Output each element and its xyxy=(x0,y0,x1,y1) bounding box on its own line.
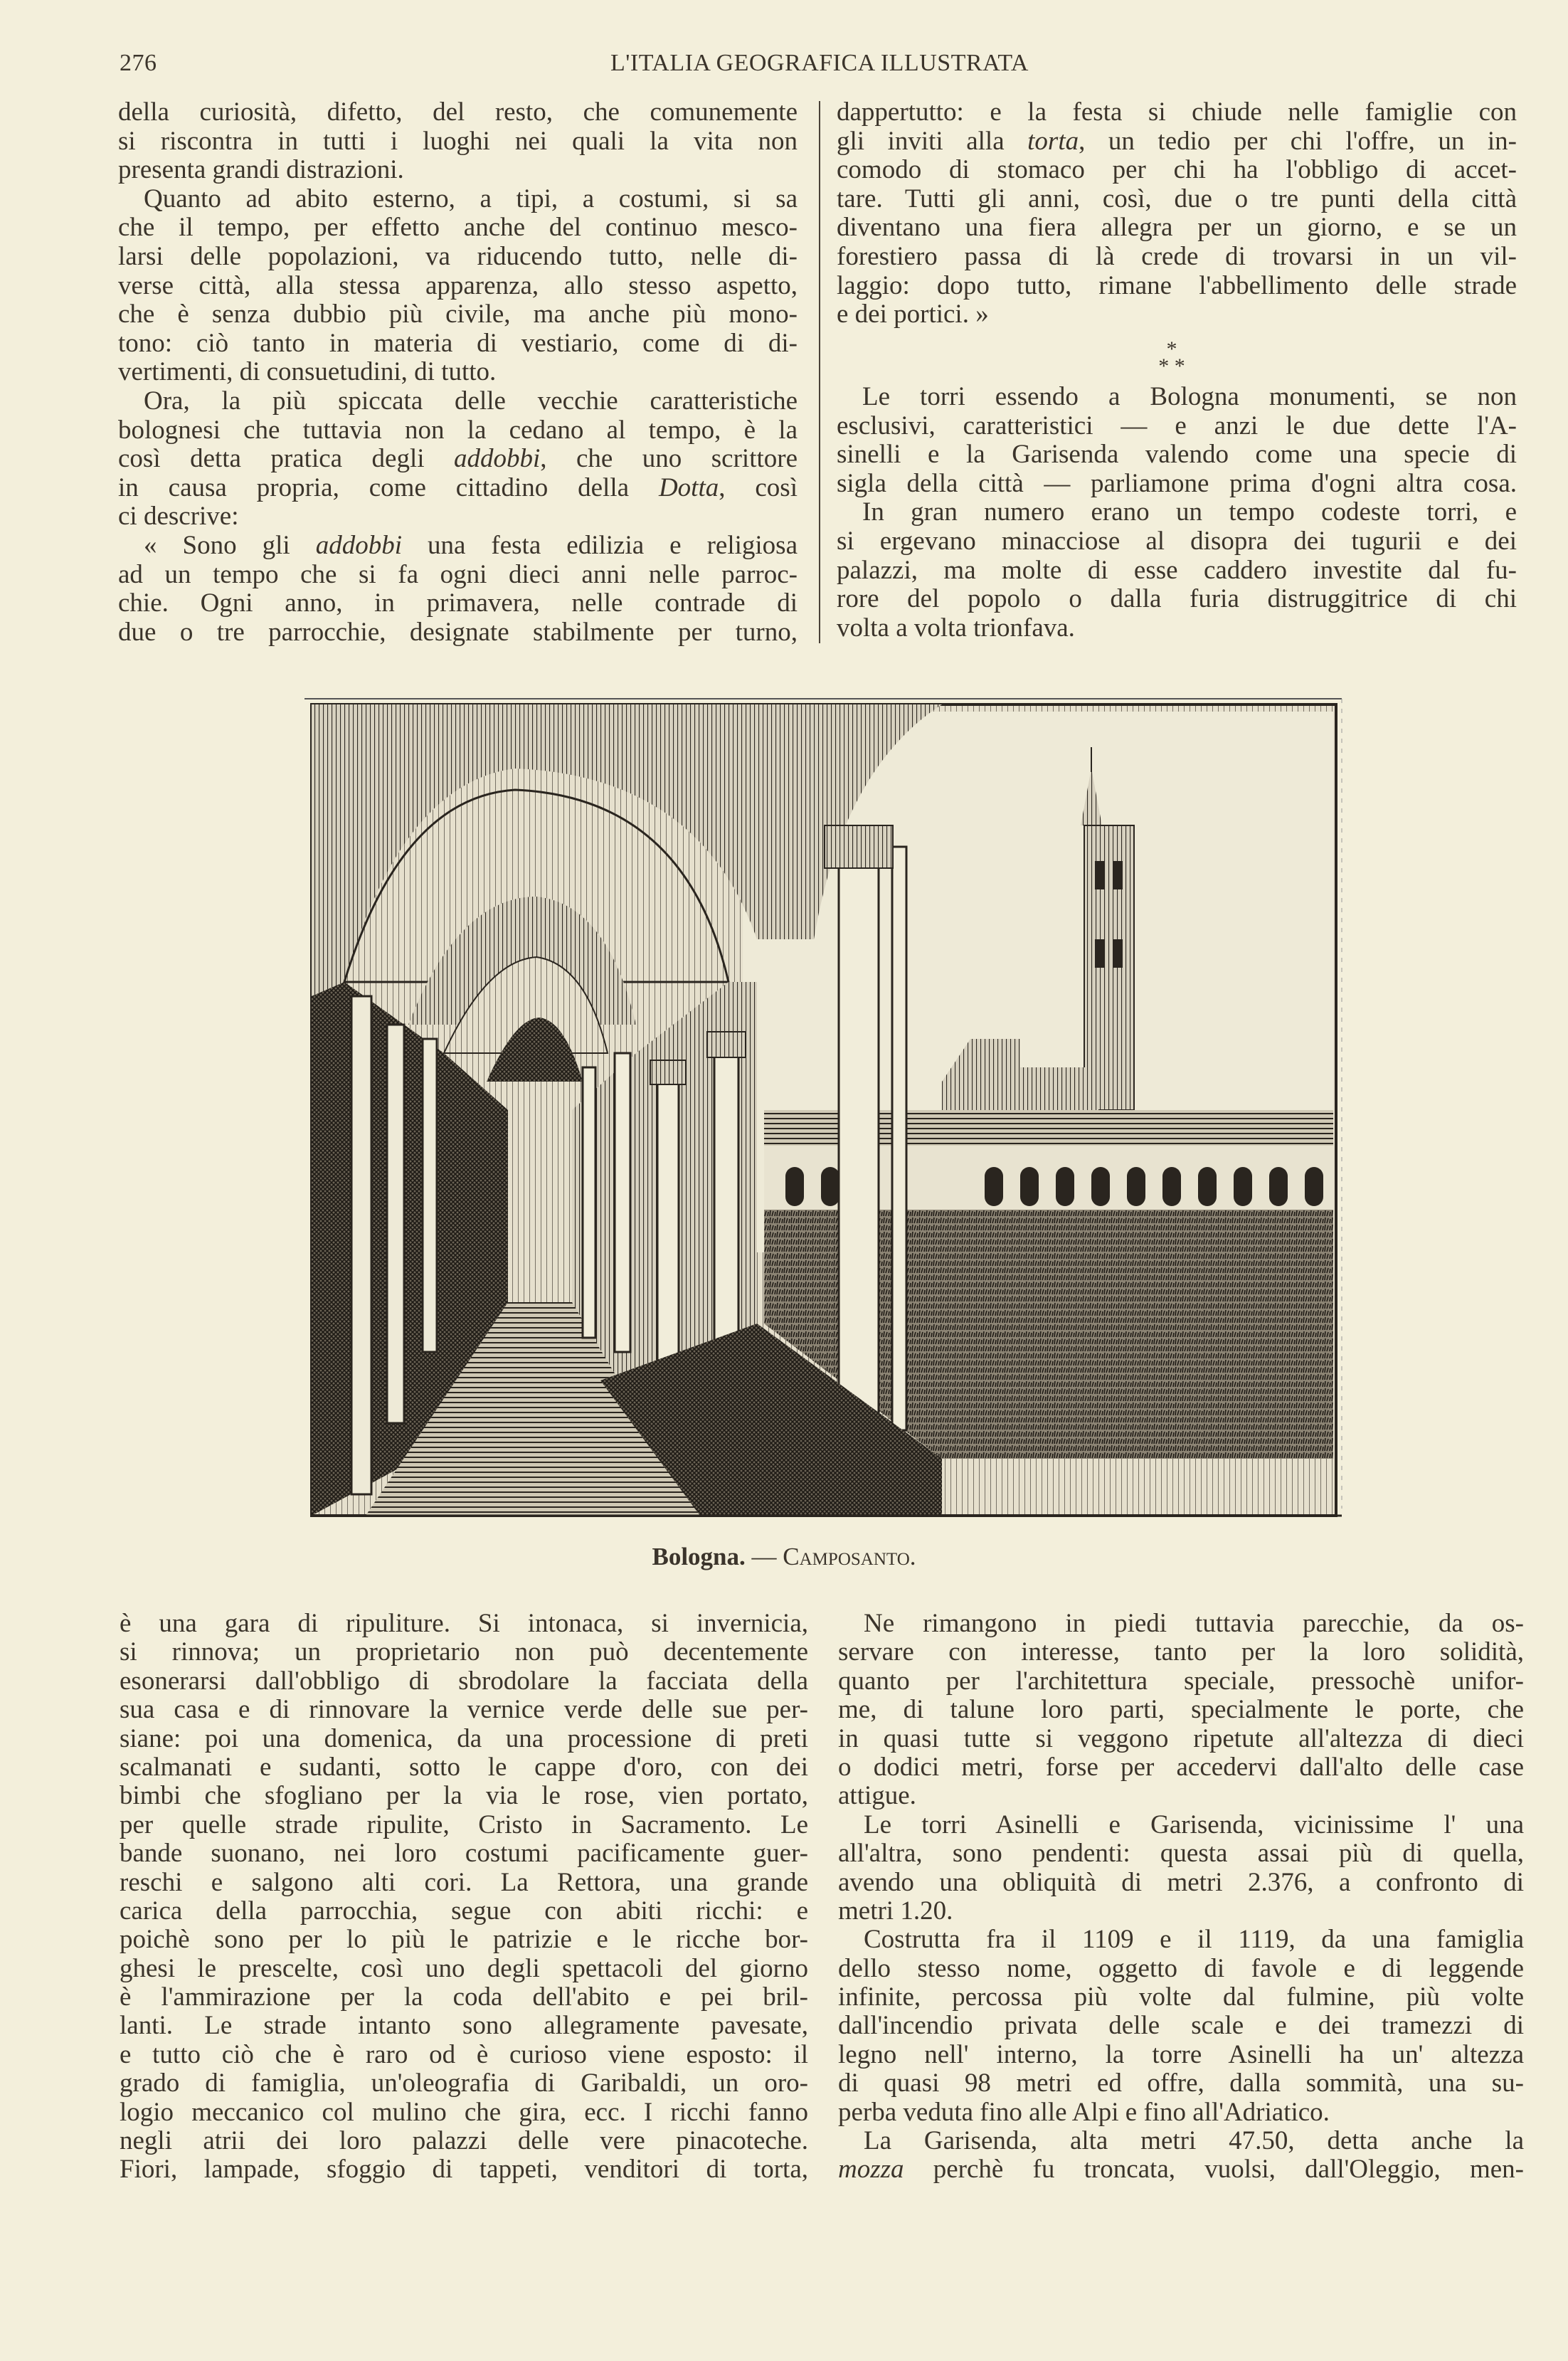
text-line: rore del popolo o dalla furia distruggitrice di chi xyxy=(837,584,1517,614)
text-line: bande suonano, nei loro costumi pacificamente guer- xyxy=(120,1839,808,1869)
text-line: Le torri Asinelli e Garisenda, vicinissime l' una xyxy=(864,1810,1524,1839)
text-line: bolognesi che tuttavia non la cedano al tempo, è la xyxy=(118,415,798,445)
text-line: Le torri essendo a Bologna monumenti, se non xyxy=(862,382,1517,411)
italic-term: addobbi xyxy=(315,530,402,560)
text-line: due o tre parrocchie, designate stabilmente per turno, xyxy=(118,617,798,647)
text-line: presenta grandi distrazioni. xyxy=(118,155,404,185)
text-line: o dodici metri, forse per accedervi dall'alto delle case xyxy=(838,1752,1524,1782)
caption-dash: — xyxy=(745,1543,783,1570)
italic-term: Dotta xyxy=(658,472,719,502)
text-line: e dei portici. » xyxy=(837,300,989,329)
text-segment: , che uno scrittore xyxy=(540,444,798,474)
text-line: esclusivi, caratteristici — e anzi le due dette l'A- xyxy=(837,411,1517,440)
italic-term: addobbi xyxy=(454,444,541,474)
text-line: laggio: dopo tutto, rimane l'abbellimento delle strade xyxy=(837,270,1517,300)
text-line: si rinnova; un proprietario non può decentemente xyxy=(120,1637,808,1667)
text-line: per quelle strade ripulite, Cristo in Sacramento. Le xyxy=(120,1810,808,1839)
page-number: 276 xyxy=(120,50,157,76)
text-segment: « Sono gli xyxy=(144,530,316,560)
text-line: Costrutta fra il 1109 e il 1119, da una famiglia xyxy=(864,1925,1524,1955)
text-line: che è senza dubbio più civile, ma anche più mono- xyxy=(118,300,798,329)
text-line xyxy=(837,127,1517,157)
text-line: della curiosità, difetto, del resto, che comunemente xyxy=(118,97,798,127)
text-line: me, di talune loro parti, specialmente le porte, che xyxy=(838,1695,1524,1725)
text-segment: in causa propria, come cittadino della xyxy=(118,472,659,502)
text-line: dello stesso nome, oggetto di favole e di leggende xyxy=(838,1953,1524,1983)
text-line: carica della parrocchia, segue con abiti ricchi: e xyxy=(120,1896,808,1926)
text-segment: gli inviti alla xyxy=(837,126,1028,156)
text-line: In gran numero erano un tempo codeste torri, e xyxy=(862,497,1517,527)
text-line: Ora, la più spiccata delle vecchie caratteristiche xyxy=(144,386,798,416)
text-segment: così detta pratica degli xyxy=(118,444,454,474)
text-line: infinite, percossa più volte dal fulmine, più volte xyxy=(838,1982,1524,2012)
text-line: volta a volta trionfava. xyxy=(837,613,1075,643)
text-line: reschi e salgono alti cori. La Rettora, una grande xyxy=(120,1867,808,1897)
engraving-bologna-camposanto xyxy=(302,683,1347,1523)
text-segment: perchè fu troncata, vuolsi, dall'Oleggio, men- xyxy=(904,2155,1524,2185)
text-line: metri 1.20. xyxy=(838,1896,953,1926)
text-line: scalmanati e sudanti, sotto le cappe d'oro, con dei xyxy=(120,1752,808,1782)
column-bottom-left xyxy=(120,1610,808,2185)
text-line: tono: ciò tanto in materia di vestiario, come di di- xyxy=(118,328,798,358)
text-line: diventano una fiera allegra per un giorno, e se un xyxy=(837,213,1517,243)
text-line: avendo una obliquità di metri 2.376, a confronto di xyxy=(838,1867,1524,1897)
text-line: dall'incendio privata delle scale e dei tramezzi di xyxy=(838,2011,1524,2041)
text-line: tare. Tutti gli anni, così, due o tre punti della città xyxy=(837,184,1517,213)
text-line: ci descrive: xyxy=(118,502,239,532)
column-top-right-1 xyxy=(837,98,1517,329)
text-line: ghesi le prescelte, così uno degli spettacoli del giorno xyxy=(120,1953,808,1983)
column-top-left xyxy=(118,98,798,647)
text-line xyxy=(118,532,798,561)
caption-subject: Camposanto. xyxy=(783,1543,916,1570)
text-line: verse città, alla stessa apparenza, allo stesso aspetto, xyxy=(118,270,798,300)
text-line: sinelli e la Garisenda valendo come una specie di xyxy=(837,440,1517,470)
text-line xyxy=(118,474,798,503)
text-line: palazzi, ma molte di esse caddero investite dal fu- xyxy=(837,555,1517,585)
text-line: e tutto ciò che è raro od è curioso viene esposto: il xyxy=(120,2039,808,2069)
text-line: sua casa e di rinnovare la vernice verde delle sue per- xyxy=(120,1695,808,1725)
asterism-bottom: * * xyxy=(1158,354,1185,378)
column-bottom-right xyxy=(838,1610,1524,2185)
text-line: dappertutto: e la festa si chiude nelle famiglie con xyxy=(837,97,1517,127)
text-line: è una gara di ripuliture. Si intonaca, si invernicia, xyxy=(120,1609,808,1638)
text-line: che il tempo, per effetto anche del continuo mesco- xyxy=(118,213,798,243)
running-title: L'ITALIA GEOGRAFICA ILLUSTRATA xyxy=(610,50,1029,76)
text-segment: , così xyxy=(719,472,798,502)
text-line: forestiero passa di là crede di trovarsi in un vil- xyxy=(837,241,1517,271)
text-line: è l'ammirazione per la coda dell'abito e pei bril- xyxy=(120,1982,808,2012)
text-line: si riscontra in tutti i luoghi nei quali la vita non xyxy=(118,126,798,156)
text-line: larsi delle popolazioni, va riducendo tutto, nelle di- xyxy=(118,241,798,271)
text-line: perba veduta fino alle Alpi e fino all'Adriatico. xyxy=(838,2097,1330,2127)
column-top-right-2 xyxy=(837,383,1517,643)
text-line: legno nell' interno, la torre Asinelli ha un' altezza xyxy=(838,2039,1524,2069)
italic-term: torta xyxy=(1027,126,1079,156)
text-line: negli atrii dei loro palazzi delle vere pinacoteche. xyxy=(120,2126,808,2156)
text-line: chie. Ogni anno, in primavera, nelle contrade di xyxy=(118,588,798,618)
text-line: sigla della città — parliamone prima d'ogni altra cosa. xyxy=(837,468,1517,498)
text-line: La Garisenda, alta metri 47.50, detta anche la xyxy=(864,2126,1524,2156)
text-line: in quasi tutte si veggono ripetute all'altezza di dieci xyxy=(838,1723,1524,1753)
asterism-top: * xyxy=(1166,337,1177,361)
text-line: bimbi che sfogliano per la via le rose, vien portato, xyxy=(120,1781,808,1811)
text-segment: , un tedio per chi l'offre, un in- xyxy=(1079,126,1517,156)
text-line: si ergevano minacciose al disopra dei tugurii e dei xyxy=(837,526,1517,556)
text-line: Fiori, lampade, sfoggio di tappeti, venditori di torta, xyxy=(120,2155,808,2185)
text-line: poichè sono per lo più le patrizie e le ricche bor- xyxy=(120,1925,808,1955)
text-line: siane: poi una domenica, da una processione di preti xyxy=(120,1723,808,1753)
text-line: di quasi 98 metri ed offre, dalla sommità, una su- xyxy=(838,2069,1524,2098)
text-line: attigue. xyxy=(838,1781,916,1811)
text-line: comodo di stomaco per chi ha l'obbligo di accet- xyxy=(837,155,1517,185)
text-line: lanti. Le strade intanto sono allegramente pavesate, xyxy=(120,2011,808,2041)
text-line xyxy=(838,2155,1524,2184)
text-line: quanto per l'architettura speciale, pressochè unifor- xyxy=(838,1666,1524,1696)
text-line: vertimenti, di consuetudini, di tutto. xyxy=(118,357,497,387)
text-line xyxy=(118,445,798,474)
text-line: all'altra, sono pendenti: questa assai più di quella, xyxy=(838,1839,1524,1869)
text-line: Quanto ad abito esterno, a tipi, a costumi, si sa xyxy=(144,184,798,213)
text-line: ad un tempo che si fa ogni dieci anni nelle parroc- xyxy=(118,559,798,589)
text-segment: una festa edilizia e religiosa xyxy=(401,530,798,560)
figure-caption xyxy=(0,1543,1568,1571)
text-line: esonerarsi dall'obbligo di sbrodolare la facciata della xyxy=(120,1666,808,1696)
text-line: logio meccanico col mulino che gira, ecc. I ricchi fanno xyxy=(120,2097,808,2127)
text-line: servare con interesse, tanto per la loro solidità, xyxy=(838,1637,1524,1667)
text-line: Ne rimangono in piedi tuttavia parecchie, da os- xyxy=(864,1609,1524,1638)
caption-place: Bologna. xyxy=(652,1543,746,1570)
italic-term: mozza xyxy=(838,2155,904,2185)
text-line: grado di famiglia, un'oleografia di Garibaldi, un oro- xyxy=(120,2069,808,2098)
column-divider xyxy=(819,101,820,643)
